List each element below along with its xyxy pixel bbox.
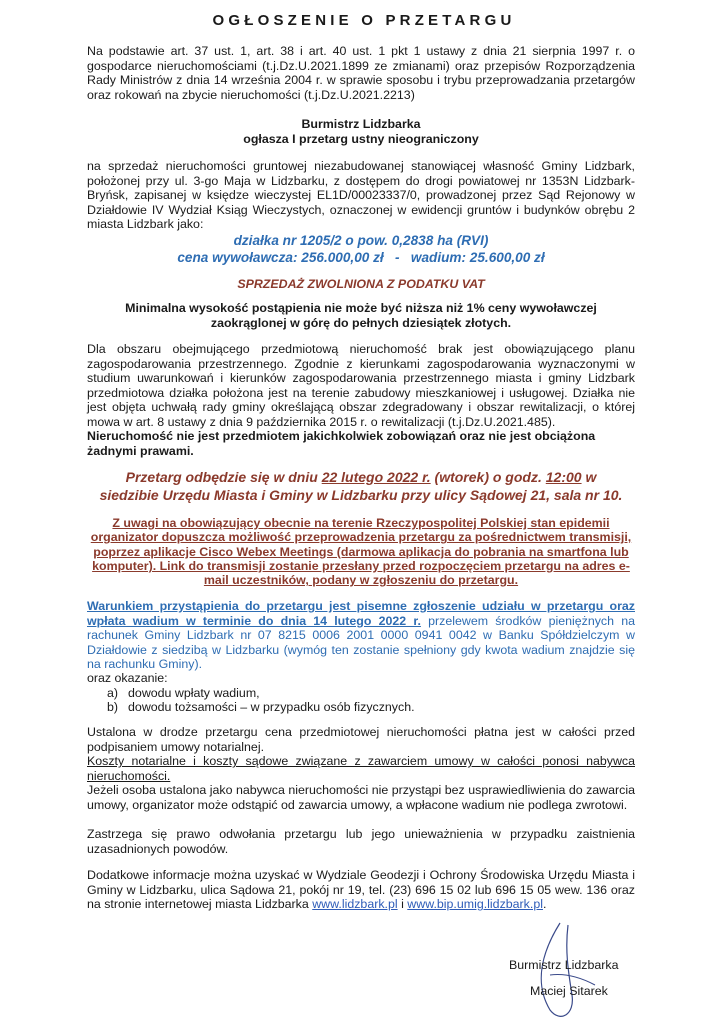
list-item: b) dowodu tożsamości – w przypadku osób fizycznych. <box>107 700 415 715</box>
withdrawal-note: Jeżeli osoba ustalona jako nabywca nieruchomości nie przystąpi bez usprawiedliwienia do zawarcia umowy, organizator może odstąpić od zawarcia umowy, a wpłacone wadium nie podlega zwrotowi. <box>87 783 635 812</box>
announcer-name: Burmistrz Lidzbarka <box>301 117 421 131</box>
payment-block <box>87 725 635 813</box>
auction-info <box>87 468 635 504</box>
additional-info: Dodatkowe informacje można uzyskać w Wydziale Geodezji i Ochrony Środowiska Urzędu Miasta i Gminy w Lidzbarku, ulica Sądowa 21, pokój nr 19, tel. (23) 696 15 02 lub 696 15 05 wew. 136 oraz na stronie internetowej miasta Lidzbarka www.lidzbark.pl i www.bip.umig.lidzbark.pl. <box>87 868 635 912</box>
epidemic-note: Z uwagi na obowiązujący obecnie na terenie Rzeczypospolitej Polskiej stan epidemii organizator dopuszcza możliwość przeprowadzenia przetargu za pośrednictwem transmisji, poprzez aplikacje Cisco Webex Meetings (darmowa aplikacja do pobrania na smartfona lub komputer). Link do transmisji zostanie przesłany przed rozpoczęciem przetargu na adres e-mail uczestników, podany w zgłoszeniu do przetargu. <box>90 516 632 588</box>
reservation-note: Zastrzega się prawo odwołania przetargu lub jego unieważnienia w przypadku zaistnienia uzasadnionych powodów. <box>87 827 635 856</box>
plot-details <box>87 232 635 266</box>
participation-conditions <box>87 599 635 672</box>
payment-terms: Ustalona w drodze przetargu cena przedmiotowej nieruchomości płatna jest w całości przed podpisaniem umowy notarialnej. <box>87 725 635 754</box>
property-description: na sprzedaż nieruchomości gruntowej niezabudowanej stanowiącej własność Gminy Lidzbark, położonej przy ul. 3-go Maja w Lidzbarku, z dostępem do drogi powiatowej nr 1353N Lidzbark-Bryńsk, zapisanej w księdze wieczystej EL1D/00023337/0, prowadzonej przez Sąd Rejonowy w Działdowie IV Wydział Ksiąg Wieczystych, oznaczonej w ewidencji gruntów i budynków obrębu 2 miasta Lidzbark jako: <box>87 159 635 232</box>
auction-date: 22 lutego 2022 r. <box>321 469 431 485</box>
no-encumbrance: Nieruchomość nie jest przedmiotem jakichkolwiek zobowiązań oraz nie jest obciążona żadnymi prawami. <box>87 429 596 458</box>
auction-place: siedzibie Urzędu Miasta i Gminy w Lidzbarku przy ulicy Sądowej 21, sala nr 10. <box>99 487 623 503</box>
vat-note: SPRZEDAŻ ZWOLNIONA Z PODATKU VAT <box>237 277 485 291</box>
website-link[interactable]: www.lidzbark.pl <box>312 897 398 912</box>
signature-title: Burmistrz Lidzbarka <box>509 958 619 972</box>
auction-date-line: Przetarg odbędzie się w dniu 22 lutego 2022 r. (wtorek) o godz. 12:00 w <box>125 469 597 485</box>
presentation-list <box>87 686 635 715</box>
bip-link[interactable]: www.bip.umig.lidzbark.pl <box>407 897 543 912</box>
presentation-intro: oraz okazanie: <box>87 671 168 685</box>
starting-price: cena wywoławcza: 256.000,00 zł <box>177 250 384 265</box>
zoning-info: Dla obszaru obejmującego przedmiotową nieruchomość brak jest obowiązującego planu zagospodarowania przestrzennego. Zgodnie z kierunkami zagospodarowania wyznaczonymi w studium uwarunkowań i kierunków zagospodarowania przestrzennego miasta i gminy Lidzbark przedmiotowa działka położona jest na terenie zabudowy mieszkaniowej i usługowej. Działka nie jest objęta uchwałą rady gminy określającą obszar zdegradowany i obszar rewitalizacji, o której mowa w art. 8 ustawy z dnia 9 października 2015 r. o rewitalizacji (t.j.Dz.U.2021.485). <box>87 342 635 429</box>
signature-name: Maciej Sitarek <box>530 984 608 998</box>
costs-note: Koszty notarialne i koszty sądowe związane z zawarciem umowy w całości ponosi nabywca nieruchomości. <box>87 754 635 783</box>
list-item: a) dowodu wpłaty wadium, <box>107 685 260 700</box>
page-title: OGŁOSZENIE O PRZETARGU <box>212 12 516 29</box>
conditions-details: przelewem środków pieniężnych na rachunek Gminy Lidzbark nr 07 8215 0006 2001 0000 0941 0042 w Banku Spółdzielczym w Działdowie z siedzibą w Lidzbarku (wymóg ten zostanie spełniony gdy kwota wadium znajdzie się na rachunku Gminy). <box>87 613 635 672</box>
deposit-amount: wadium: 25.600,00 zł <box>410 250 545 265</box>
price-separator: - <box>395 250 400 265</box>
presentation-block <box>87 671 635 715</box>
announcer-announces: ogłasza I przetarg ustny nieograniczony <box>243 131 479 146</box>
plot-line: działka nr 1205/2 o pow. 0,2838 ha (RVI) <box>233 233 489 248</box>
legal-basis: Na podstawie art. 37 ust. 1, art. 38 i art. 40 ust. 1 pkt 1 ustawy z dnia 21 sierpnia 1997 r. o gospodarce nieruchomościami (t.j.Dz.U.2021.1899 ze zmianami) oraz przepisów Rozporządzenia Rady Ministrów z dnia 14 września 2004 r. w sprawie sposobu i trybu przeprowadzania przetargów oraz rokowań na zbycie nieruchomości (t.j.Dz.U.2021.2213) <box>87 44 635 102</box>
minimum-bid: Minimalna wysokość postąpienia nie może być niższa niż 1% ceny wywoławczej zaokrąglonej w górę do pełnych dziesiątek złotych. <box>125 301 597 330</box>
price-line <box>87 249 635 266</box>
auction-time: 12:00 <box>545 469 582 485</box>
conditions-main: Warunkiem przystąpienia do przetargu jest pisemne zgłoszenie udziału w przetargu oraz wpłata wadium w terminie do dnia 14 lutego 2022 r. <box>87 599 635 628</box>
announcer-block <box>87 117 635 146</box>
